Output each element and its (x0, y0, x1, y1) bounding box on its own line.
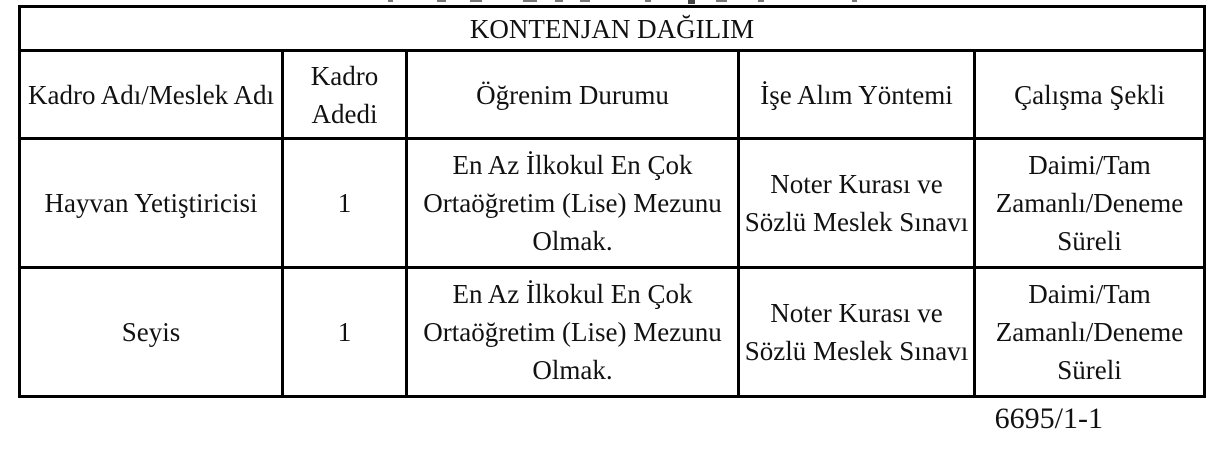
clipped-text-remnant (645, 0, 651, 2)
table-row (20, 139, 1205, 268)
header-count: Kadro Adedi (283, 51, 407, 139)
table-row (20, 268, 1205, 397)
clipped-text-remnant (470, 0, 482, 2)
cell-recruitment: Noter Kurası ve Sözlü Meslek Sınavı (739, 139, 975, 268)
header-position-label: Kadro Adı/Meslek Adı (28, 79, 274, 110)
clipped-text-remnant (852, 0, 857, 2)
header-recruitment: İşe Alım Yöntemi (739, 51, 975, 139)
clipped-text-remnant (555, 0, 563, 2)
cell-education: En Az İlkokul En Çok Ortaöğretim (Lise) Mezunu Olmak. (407, 139, 739, 268)
table-header-row (20, 51, 1205, 139)
cell-position: Hayvan Yetiştiricisi (20, 139, 283, 268)
cell-education: En Az İlkokul En Çok Ortaöğretim (Lise) Mezunu Olmak. (407, 268, 739, 397)
clipped-text-remnant (688, 0, 695, 4)
table-title-row (20, 7, 1205, 51)
cell-count: 1 (283, 139, 407, 268)
cell-work-type: Daimi/Tam Zamanlı/Deneme Süreli (975, 139, 1205, 268)
header-education: Öğrenim Durumu (407, 51, 739, 139)
reference-number: 6695/1-1 (994, 402, 1103, 435)
clipped-text-remnant (437, 0, 446, 2)
clipped-text-remnant (758, 0, 764, 2)
clipped-text-remnant (523, 0, 537, 2)
kontenjan-table (18, 5, 1206, 398)
clipped-text-remnant (580, 0, 590, 2)
cell-work-type: Daimi/Tam Zamanlı/Deneme Süreli (975, 268, 1205, 397)
clipped-text-remnant (388, 0, 393, 2)
cell-position: Seyis (20, 268, 283, 397)
clipped-text-remnant (716, 0, 727, 2)
cell-count: 1 (283, 268, 407, 397)
header-work-type: Çalışma Şekli (975, 51, 1205, 139)
table-title: KONTENJAN DAĞILIM (20, 7, 1205, 51)
cell-recruitment: Noter Kurası ve Sözlü Meslek Sınavı (739, 268, 975, 397)
header-position (20, 51, 283, 139)
